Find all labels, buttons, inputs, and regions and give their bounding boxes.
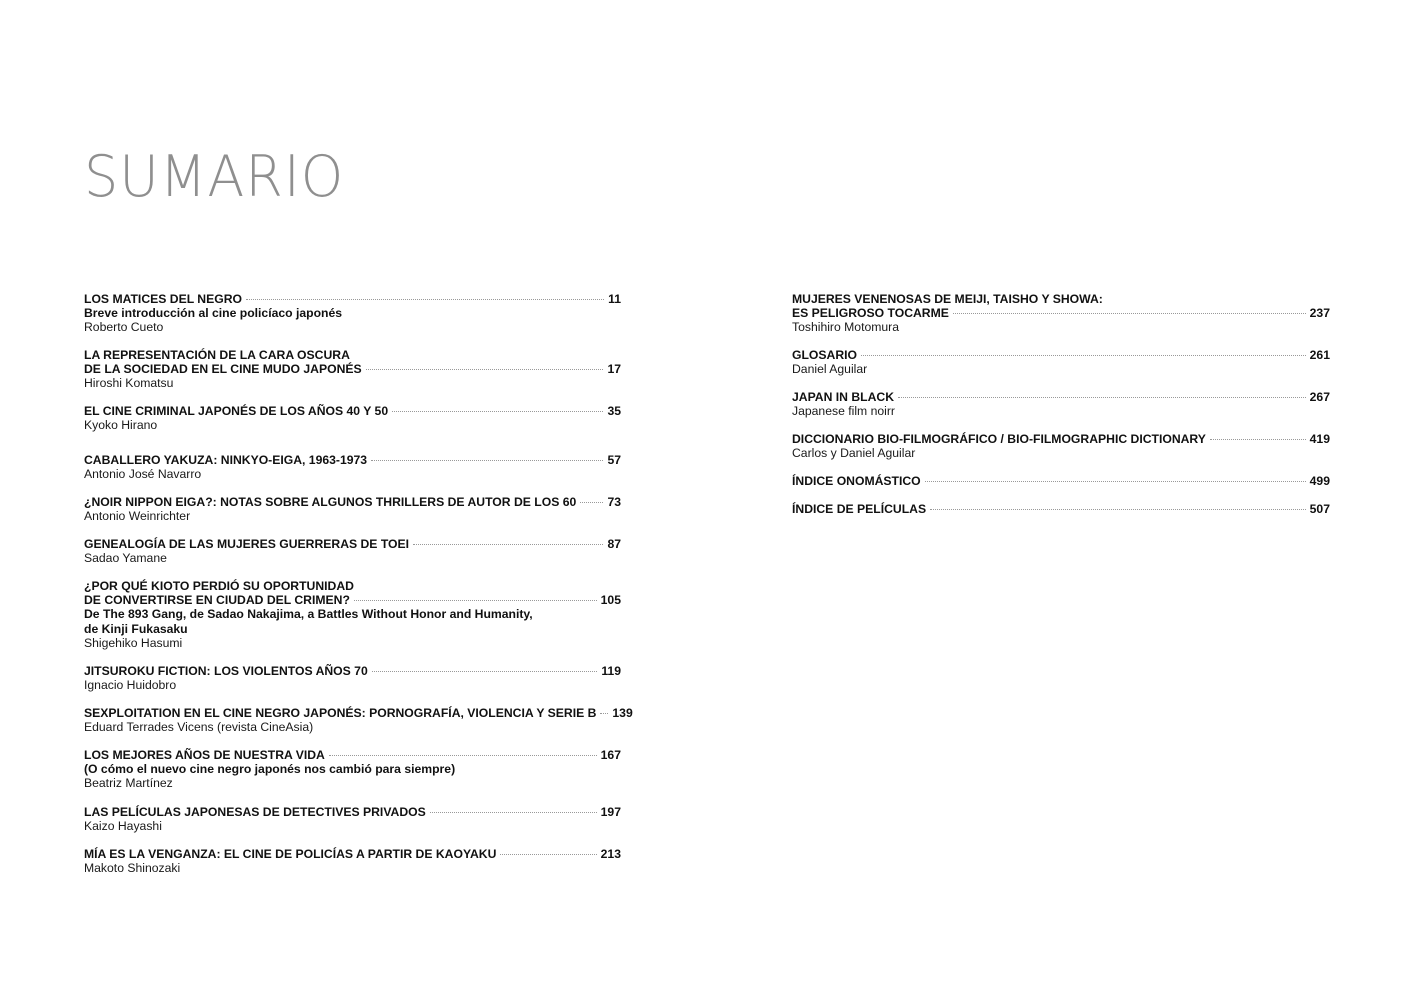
toc-entry[interactable] [84,453,621,481]
entry-title: JAPAN IN BLACK [792,390,895,404]
entry-title-row [84,362,621,376]
toc-entry[interactable] [792,474,1330,488]
page-number: 119 [601,664,621,678]
dot-leader [500,854,596,855]
entry-title-row [84,292,621,306]
entry-title: GLOSARIO [792,348,858,362]
entry-author: Antonio Weinrichter [84,509,191,524]
page-number: 87 [607,537,621,551]
entry-title: ES PELIGROSO TOCARME [792,306,949,321]
dot-leader [898,397,1306,398]
entry-title: CABALLERO YAKUZA: NINKYO-EIGA, 1963-1973 [84,453,368,467]
entry-title: EL CINE CRIMINAL JAPONÉS DE LOS AÑOS 40 Y 50 [84,404,389,418]
entry-title-row [792,432,1330,446]
entry-title: ÍNDICE ONOMÁSTICO [792,474,921,488]
entry-title-row [792,474,1330,488]
dot-leader [246,299,604,300]
page-number: 261 [1309,348,1330,362]
entry-title: DE LA SOCIEDAD EN EL CINE MUDO JAPONÉS [84,362,362,377]
dot-leader [1210,439,1306,440]
page-number: 167 [600,748,621,762]
entry-title-line: ¿POR QUÉ KIOTO PERDIÓ SU OPORTUNIDAD [84,579,354,593]
entry-author: Antonio José Navarro [84,467,202,482]
entry-author: Kaizo Hayashi [84,819,162,834]
page-number: 35 [607,404,621,418]
toc-entry[interactable] [84,706,633,735]
page-number: 73 [607,495,621,509]
entry-title: ÍNDICE DE PELÍCULAS [792,502,927,516]
entry-author: Daniel Aguilar [792,362,868,377]
entry-author: Japanese film noirr [792,404,895,419]
page-title: SUMARIO [84,143,345,210]
dot-leader [925,481,1306,482]
page-number: 139 [612,706,633,720]
dot-leader [366,369,604,370]
dot-leader [930,509,1306,510]
dot-leader [372,671,598,672]
page-number: 499 [1309,474,1330,488]
toc-entry[interactable] [792,292,1330,335]
entry-title-row [84,593,621,607]
entry-title-row [84,453,621,467]
dot-leader [413,544,603,545]
toc-entry[interactable] [84,348,621,391]
entry-author: Hiroshi Komatsu [84,376,174,391]
entry-title-line: MUJERES VENENOSAS DE MEIJI, TAISHO Y SHOWA: [792,292,1103,306]
entry-title-row [792,348,1330,362]
entry-title: ¿NOIR NIPPON EIGA?: NOTAS SOBRE ALGUNOS THRILLERS DE AUTOR DE LOS 60 [84,495,577,509]
entry-title-row [84,748,621,762]
page-number: 11 [608,292,621,306]
toc-entry[interactable] [792,348,1330,376]
entry-title-row [84,537,621,551]
entry-subtitle: de Kinji Fukasaku [84,621,188,636]
dot-leader [392,411,603,412]
toc-entry[interactable] [84,537,621,565]
entry-author: Beatriz Martínez [84,776,173,791]
toc-entry[interactable] [84,579,621,650]
entry-author: Sadao Yamane [84,551,167,566]
entry-title-row [84,847,621,861]
toc-entry[interactable] [84,805,621,833]
entry-subtitle: De The 893 Gang, de Sadao Nakajima, a Battles Without Honor and Humanity, [84,607,533,622]
toc-entry[interactable] [792,432,1330,460]
page-number: 197 [600,805,621,819]
page-number: 267 [1309,390,1330,404]
entry-subtitle: Breve introducción al cine policíaco japonés [84,306,343,321]
page-number: 17 [607,362,621,377]
entry-title-row [84,805,621,819]
entry-title-row [792,502,1330,516]
entry-author: Kyoko Hirano [84,418,158,433]
dot-leader [580,502,603,503]
page-number: 213 [600,847,621,861]
toc-entry[interactable] [84,748,621,791]
entry-title: SEXPLOITATION EN EL CINE NEGRO JAPONÉS: PORNOGRAFÍA, VIOLENCIA Y SERIE B [84,706,597,720]
entry-author: Roberto Cueto [84,320,164,335]
entry-author: Makoto Shinozaki [84,861,181,876]
dot-leader [861,355,1306,356]
dot-leader [430,812,597,813]
toc-entry[interactable] [84,404,621,432]
entry-title: LAS PELÍCULAS JAPONESAS DE DETECTIVES PRIVADOS [84,805,426,819]
toc-entry[interactable] [84,847,621,875]
entry-title: JITSUROKU FICTION: LOS VIOLENTOS AÑOS 70 [84,664,368,678]
dot-leader [354,600,597,601]
entry-title: DE CONVERTIRSE EN CIUDAD DEL CRIMEN? [84,593,350,608]
entry-author: Shigehiko Hasumi [84,635,183,650]
entry-title-line: LA REPRESENTACIÓN DE LA CARA OSCURA [84,348,350,362]
entry-title: MÍA ES LA VENGANZA: EL CINE DE POLICÍAS A PARTIR DE KAOYAKU [84,847,497,861]
entry-title-row [84,664,621,678]
entry-title-row [792,306,1330,320]
page-number: 507 [1309,502,1330,516]
dot-leader [329,755,597,756]
entry-author: Toshihiro Motomura [792,320,900,335]
page-number: 57 [607,453,621,467]
toc-entry[interactable] [792,502,1330,516]
entry-title: GENEALOGÍA DE LAS MUJERES GUERRERAS DE TOEI [84,537,410,551]
entry-title: DICCIONARIO BIO-FILMOGRÁFICO / BIO-FILMOGRAPHIC DICTIONARY [792,432,1206,446]
entry-title: LOS MATICES DEL NEGRO [84,292,242,306]
toc-entry[interactable] [84,292,621,335]
entry-author: Carlos y Daniel Aguilar [792,446,916,461]
dot-leader [953,313,1306,314]
entry-author: Eduard Terrades Vicens (revista CineAsia) [84,720,314,735]
entry-title-row [84,495,621,509]
page-number: 419 [1309,432,1330,446]
entry-title: LOS MEJORES AÑOS DE NUESTRA VIDA [84,748,325,762]
dot-leader [371,460,603,461]
entry-title-row [792,390,1330,404]
entry-author: Ignacio Huidobro [84,678,177,693]
entry-subtitle: (O cómo el nuevo cine negro japonés nos cambió para siempre) [84,762,456,777]
dot-leader [600,713,608,714]
entry-title-row [84,404,621,418]
entry-title-row [84,706,633,720]
toc-entry[interactable] [84,495,621,523]
toc-entry[interactable] [84,664,621,692]
page-number: 237 [1309,306,1330,321]
toc-entry[interactable] [792,390,1330,418]
page-number: 105 [600,593,621,608]
